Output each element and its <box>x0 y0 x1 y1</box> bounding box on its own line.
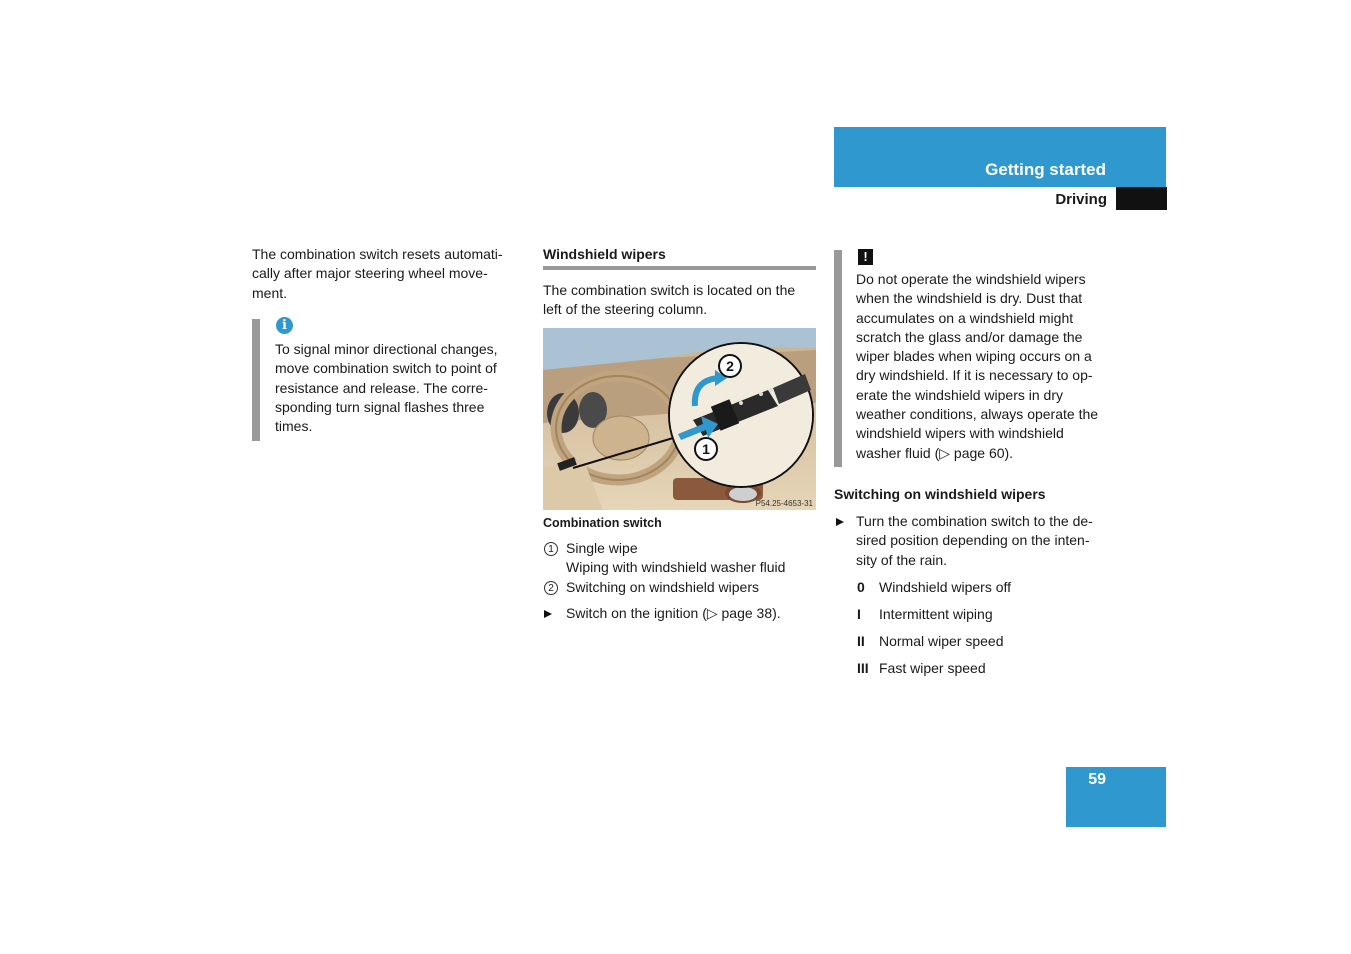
step-item <box>543 604 823 623</box>
position-code: 0 <box>857 579 865 595</box>
warning-note <box>856 270 1116 463</box>
position-label: Normal wiper speed <box>879 633 1004 649</box>
text-line: scratch the glass and/or damage the <box>856 328 1083 345</box>
text-line: cally after major steering wheel move- <box>252 265 488 282</box>
warning-bar <box>834 250 842 467</box>
col1-intro <box>252 245 522 303</box>
position-label: Intermittent wiping <box>879 606 993 622</box>
subsection-marker <box>1116 187 1167 210</box>
step-item <box>834 512 1124 570</box>
text-line: when the windshield is dry. Dust that <box>856 290 1083 307</box>
text-line: resistance and release. The corre- <box>275 379 488 396</box>
warning-icon: ! <box>858 249 873 265</box>
step-arrow-icon <box>544 610 552 618</box>
text-line: washer fluid (▷ page 60). <box>856 444 1014 461</box>
wiper-positions <box>856 578 1116 686</box>
legend-number: 2 <box>544 581 558 595</box>
position-code: III <box>857 660 869 676</box>
text-line: sity of the rain. <box>856 551 948 568</box>
position-label: Fast wiper speed <box>879 660 986 676</box>
position-item <box>856 659 1116 686</box>
text-line: Do not operate the windshield wipers <box>856 271 1086 287</box>
text-line: The combination switch resets automati- <box>252 246 503 262</box>
text-line: ment. <box>252 284 288 301</box>
callout-2: 2 <box>726 358 734 374</box>
text-line: left of the steering column. <box>543 301 708 318</box>
position-label: Windshield wipers off <box>879 579 1012 595</box>
position-item <box>856 578 1116 605</box>
combination-switch-figure <box>543 328 816 510</box>
info-icon: i <box>276 317 293 334</box>
step-text: Switch on the ignition (▷ page 38). <box>566 605 781 621</box>
position-item <box>856 632 1116 659</box>
page-number: 59 <box>1088 771 1106 788</box>
subsection-title: Driving <box>1055 191 1107 208</box>
col2-intro <box>543 281 823 320</box>
section-heading: Windshield wipers <box>543 246 666 262</box>
text-line: wiper blades when wiping occurs on a <box>856 348 1092 365</box>
legend-item <box>543 539 823 578</box>
text-line: sponding turn signal flashes three <box>275 398 485 415</box>
position-code: II <box>857 633 865 649</box>
text-line: Single wipe <box>566 540 638 556</box>
heading-rule <box>543 266 816 270</box>
text-line: times. <box>275 418 313 435</box>
steering-column-illustration <box>543 328 816 510</box>
legend-number: 1 <box>544 542 558 556</box>
text-line: dry windshield. If it is necessary to op- <box>856 367 1093 384</box>
text-line: accumulates on a windshield might <box>856 309 1074 326</box>
info-note <box>275 340 525 436</box>
callout-1: 1 <box>702 441 710 457</box>
text-line: Wiping with windshield washer fluid <box>566 559 786 576</box>
section-title: Getting started <box>985 160 1106 179</box>
info-bar <box>252 319 260 441</box>
position-item <box>856 605 1116 632</box>
text-line: windshield wipers with windshield <box>856 425 1064 442</box>
figure-legend <box>543 539 823 597</box>
step-arrow-icon <box>836 518 844 526</box>
figure-caption: Combination switch <box>543 516 662 530</box>
subheading: Switching on windshield wipers <box>834 486 1046 502</box>
text-line: sired position depending on the inten- <box>856 532 1090 549</box>
image-code: P54.25-4653-31 <box>755 499 813 508</box>
text-line: Turn the combination switch to the de- <box>856 513 1093 529</box>
text-line: weather conditions, always operate the <box>856 406 1099 423</box>
text-line: Switching on windshield wipers <box>566 578 759 595</box>
text-line: move combination switch to point of <box>275 360 497 377</box>
text-line: The combination switch is located on the <box>543 282 796 298</box>
legend-item <box>543 578 823 597</box>
position-code: I <box>857 606 861 622</box>
text-line: erate the windshield wipers in dry <box>856 386 1063 403</box>
text-line: To signal minor directional changes, <box>275 341 498 357</box>
